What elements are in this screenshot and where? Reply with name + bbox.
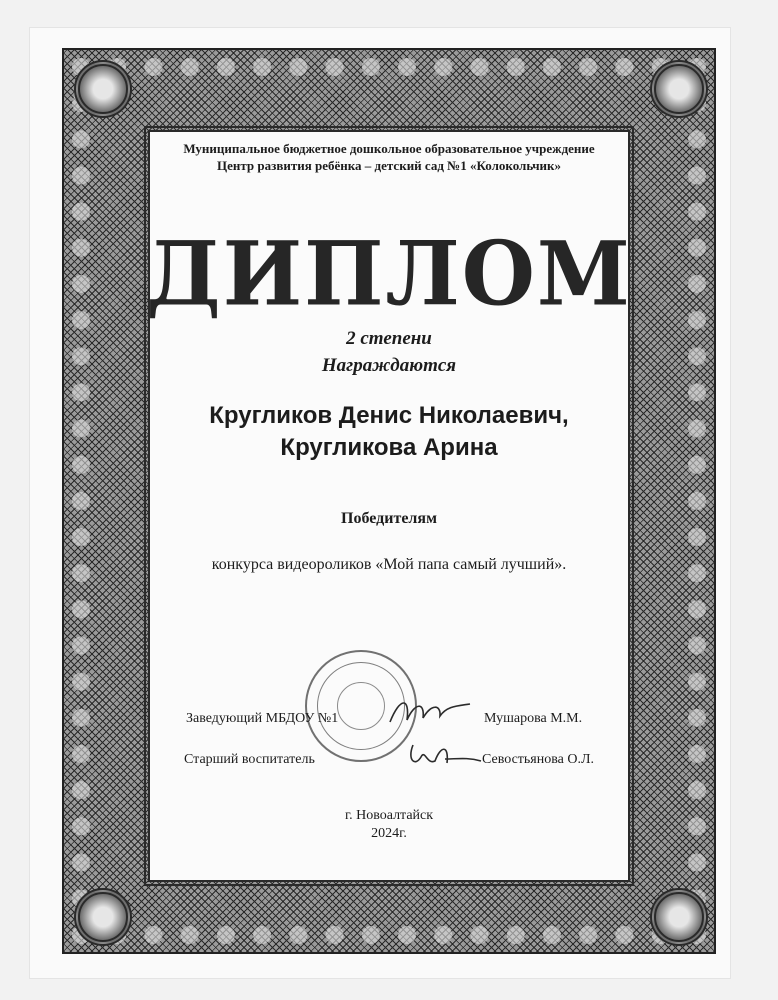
recipient-name-1: Кругликов Денис Николаевич, bbox=[209, 402, 569, 429]
recipient-names bbox=[0, 400, 778, 464]
corner-ornament bbox=[74, 60, 132, 118]
signer-position-2: Старший воспитатель bbox=[184, 752, 315, 767]
corner-ornament bbox=[650, 888, 708, 946]
signer-name-2: Севостьянова О.Л. bbox=[482, 752, 594, 767]
institution-name bbox=[0, 140, 778, 174]
contest-description: конкурса видеороликов «Мой папа самый лучший». bbox=[211, 556, 567, 573]
city: г. Новоалтайск bbox=[344, 808, 434, 823]
diploma-title: ДИПЛОМ bbox=[146, 221, 632, 326]
awarded-label: Награждаются bbox=[321, 355, 457, 376]
signature-1 bbox=[385, 692, 475, 732]
year: 2024г. bbox=[371, 826, 407, 841]
signer-name-1: Мушарова М.М. bbox=[484, 711, 583, 726]
institution-line-2: Центр развития ребёнка – детский сад №1 «Колокольчик» bbox=[216, 158, 562, 173]
institution-line-1: Муниципальное бюджетное дошкольное образовательное учреждение bbox=[183, 141, 595, 156]
diploma-degree: 2 степени bbox=[346, 328, 432, 349]
signer-position-1: Заведующий МБДОУ №1 bbox=[186, 711, 339, 726]
corner-ornament bbox=[650, 60, 708, 118]
winners-label: Победителям bbox=[341, 510, 437, 527]
corner-ornament bbox=[74, 888, 132, 946]
signature-2 bbox=[405, 735, 485, 775]
recipient-name-2: Кругликова Арина bbox=[280, 434, 498, 461]
